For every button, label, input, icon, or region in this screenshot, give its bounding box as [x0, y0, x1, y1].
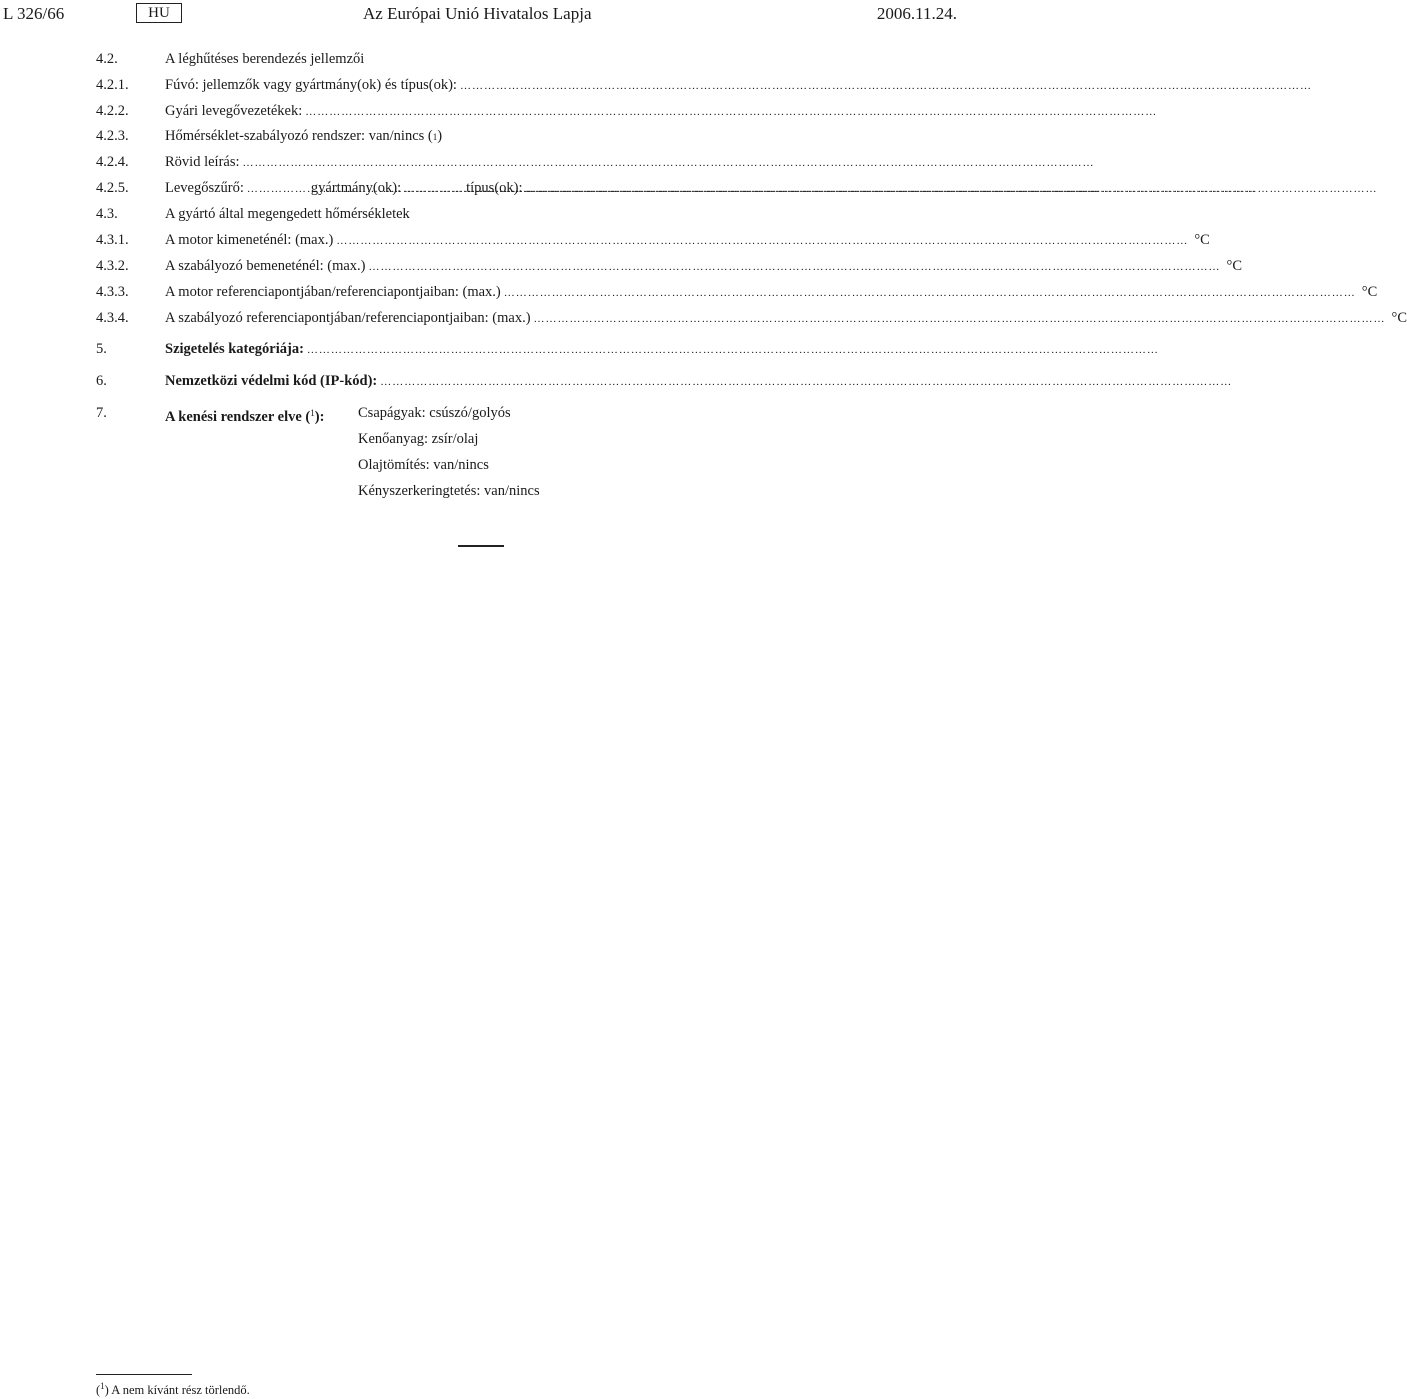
- list-item: [96, 280, 1378, 304]
- footnote-divider: [96, 1374, 192, 1375]
- footnote-text: A nem kívánt rész törlendő.: [111, 1383, 250, 1397]
- list-item: [96, 228, 1210, 252]
- fill-dots: [307, 338, 1159, 362]
- item-label: Gyári levegővezetékek:: [165, 103, 303, 119]
- item-number: 4.2.3.: [96, 128, 129, 144]
- item-label: Rövid leírás:: [165, 154, 240, 170]
- unit-label: °C: [1391, 310, 1407, 326]
- language-badge: HU: [136, 3, 182, 23]
- fill-dots: [336, 229, 1188, 253]
- item-label: A motor referenciapontjában/referenciapontjaiban: (max.): [165, 284, 501, 300]
- option-lubricant: Kenőanyag: zsír/olaj: [358, 431, 479, 447]
- item-number: 7.: [96, 405, 107, 421]
- fill-dots: [247, 177, 307, 201]
- item-sublabel-type: típus(ok):: [466, 180, 523, 196]
- item-label: Nemzetközi védelmi kód (IP-kód):: [165, 373, 378, 389]
- fill-dots: [404, 177, 462, 201]
- item-label: Hőmérséklet-szabályozó rendszer: van/nincs (: [165, 128, 433, 144]
- item-label: A szabályozó bemeneténél: (max.): [165, 258, 366, 274]
- item-label-close: ): [437, 128, 443, 144]
- fill-dots: [460, 74, 1312, 98]
- list-item: [96, 150, 866, 174]
- fill-dots: [534, 307, 1386, 331]
- footnote-ref: 1: [310, 408, 315, 418]
- item-number: 4.3.: [96, 206, 118, 222]
- item-number: 4.3.1.: [96, 232, 129, 248]
- item-number: 6.: [96, 373, 107, 389]
- footnote-marker: 1: [100, 1381, 105, 1391]
- list-item: [96, 99, 866, 123]
- lubrication-title: [165, 400, 324, 430]
- publication-date: 2006.11.24.: [876, 4, 957, 23]
- item-number: 4.3.4.: [96, 310, 129, 326]
- fill-dots: [380, 370, 1232, 394]
- item-sublabel-make: gyártmány(ok):: [310, 180, 402, 196]
- item-label: Fúvó: jellemzők vagy gyártmány(ok) és típus(ok):: [165, 77, 457, 93]
- list-item: [96, 369, 866, 393]
- page-reference: L 326/66: [3, 4, 65, 23]
- end-divider: [458, 545, 504, 547]
- item-number: 4.3.3.: [96, 284, 129, 300]
- fill-dots: [243, 151, 1095, 175]
- unit-label: °C: [1194, 232, 1210, 248]
- item-number: 4.2.: [96, 51, 118, 67]
- footnote-ref: 1: [432, 132, 438, 142]
- fill-dots: [305, 100, 1157, 124]
- item-number: 4.2.2.: [96, 103, 129, 119]
- fill-dots: [369, 255, 1221, 279]
- option-bearings: Csapágyak: csúszó/golyós: [358, 405, 511, 421]
- item-number: 4.2.5.: [96, 180, 129, 196]
- lubrication-options: [358, 400, 540, 504]
- footnote: ($^1$) A nem kívánt rész törlendő.: [96, 1381, 250, 1397]
- journal-title: Az Európai Unió Hivatalos Lapja: [363, 4, 592, 23]
- list-item: [96, 73, 866, 97]
- item-number: 4.2.4.: [96, 154, 129, 170]
- lubrication-title-close: ):: [314, 409, 325, 425]
- item-label: A motor kimeneténél: (max.): [165, 232, 334, 248]
- list-item: [96, 337, 866, 361]
- unit-label: °C: [1361, 284, 1378, 300]
- item-label: A szabályozó referenciapontjában/referenciapontjaiban: (max.): [165, 310, 531, 326]
- item-number: 5.: [96, 341, 107, 357]
- option-oil-seal: Olajtömítés: van/nincs: [358, 457, 489, 473]
- item-label: A gyártó által megengedett hőmérsékletek: [165, 206, 410, 222]
- item-label: Levegőszűrő:: [165, 180, 244, 196]
- item-label: Szigetelés kategóriája:: [165, 341, 304, 357]
- list-item: [96, 47, 866, 71]
- item-number: 4.2.1.: [96, 77, 129, 93]
- option-forced-circulation: Kényszerkeringtetés: van/nincs: [358, 483, 540, 499]
- page-header: [0, 0, 960, 28]
- list-item: [96, 124, 866, 148]
- list-item: [96, 306, 1407, 330]
- lubrication-title-text: A kenési rendszer elve (: [165, 409, 311, 425]
- unit-label: °C: [1226, 258, 1242, 274]
- list-item: [96, 254, 1242, 278]
- item-label: A léghűtéses berendezés jellemzői: [165, 51, 365, 67]
- list-item: [96, 176, 866, 200]
- list-item: [96, 202, 866, 226]
- fill-dots: [504, 281, 1356, 305]
- fill-dots: [526, 177, 576, 201]
- item-number: 4.3.2.: [96, 258, 129, 274]
